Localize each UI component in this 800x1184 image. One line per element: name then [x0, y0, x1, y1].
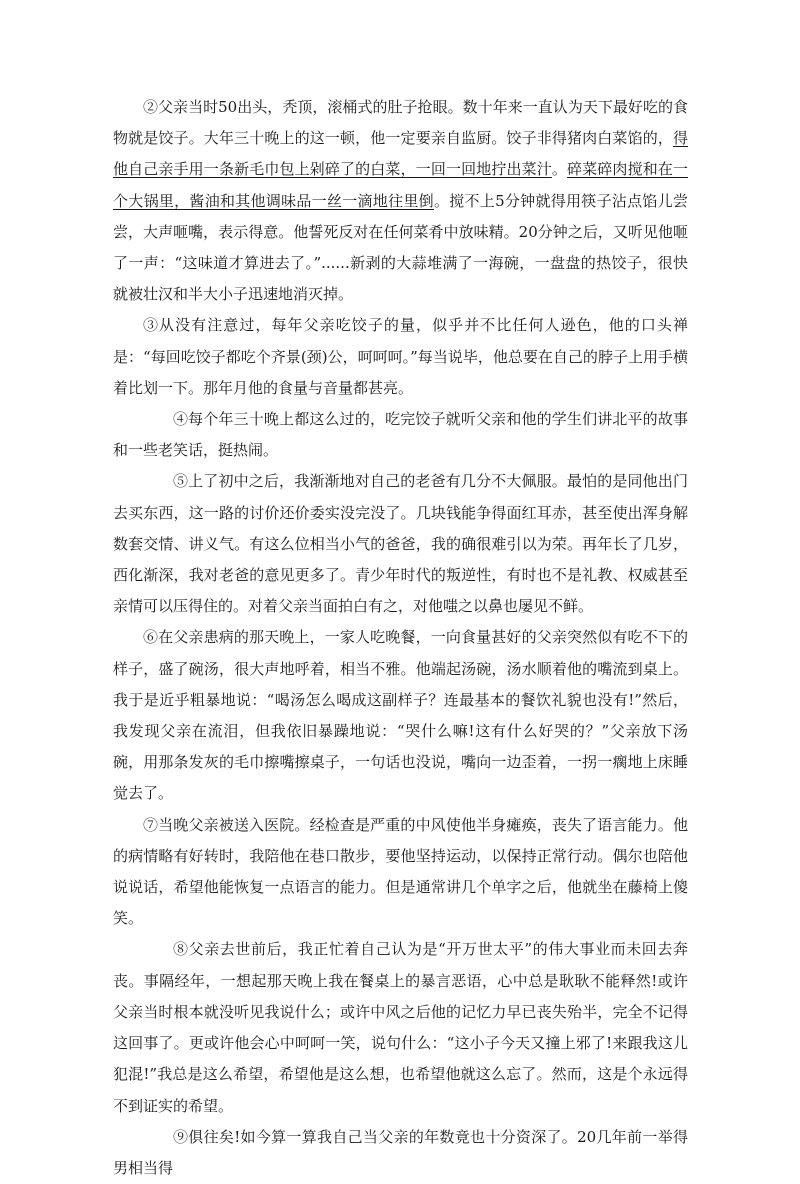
text-segment: ③从没有注意过，每年父亲吃饺子的量，似乎并不比任何人逊色，他的口头禅是：“每回吃饺子都吃个齐景(颈)公，呵呵呵。”每当说毕，他总要在自己的脖子上用手横着比划一下。那年月他的食量与音量都甚亮。: [113, 316, 688, 397]
text-segment: 。搅不上5分钟就得用筷子沾点馅儿尝尝，大声咂嘴，表示得意。他誓死反对在任何菜肴中放味精。20分钟之后，又听见他咂了一声：“这味道才算进去了。”......新剥的大蒜堆满了一海碗，一盘盘的热饺子，很快就被壮汉和半大小子迅速地消灭掉。: [113, 191, 688, 304]
text-segment: ⑥在父亲患病的那天晚上，一家人吃晚餐，一向食量甚好的父亲突然似有吃不下的样子，盛了碗汤，很大声地呼着，相当不雅。他端起汤碗，汤水顺着他的嘴流到桌上。我于是近乎粗暴地说：“喝汤怎么喝成这副样子？连最基本的餐饮礼貌也没有!”然后，我发现父亲在流泪，但我依旧暴躁地说：“哭什么嘛!这有什么好哭的？”父亲放下汤碗，用那条发灰的毛巾擦嘴擦桌子，一句话也没说，嘴向一边歪着，一拐一瘸地上床睡觉去了。: [113, 628, 688, 803]
text-segment: 。: [551, 160, 568, 179]
text-segment: ⑨俱往矣!如今算一算我自己当父亲的年数竟也十分资深了。20几年前一举得男相当得: [113, 1127, 688, 1177]
text-segment: ⑧父亲去世前后，我正忙着自己认为是“开万世太平”的伟大事业而未回去奔丧。事隔经年，一想起那天晚上我在餐桌上的暴言恶语，心中总是耿耿不能释然!或许父亲当时根本就没听见我说什么；或许中风之后他的记忆力早已丧失殆半，完全不记得这回事了。更或许他会心中呵呵一笑，说句什么：“这小子今天又撞上邪了!来跟我这儿犯混!”我总是这么希望，希望他是这么想，也希望他就这么忘了。然而，这是个永远得不到证实的希望。: [113, 940, 688, 1115]
text-segment: ⑦当晚父亲被送入医院。经检查是严重的中风使他半身瘫痪，丧失了语言能力。他的病情略有好转时，我陪他在巷口散步，要他坚持运动，以保持正常行动。偶尔也陪他说说话，希望他能恢复一点语言的能力。但是通常讲几个单字之后，他就坐在藤椅上傻笑。: [113, 815, 688, 928]
paragraph-2: [113, 92, 688, 310]
paragraph-7: [113, 810, 688, 935]
paragraph-6: [113, 622, 688, 809]
text-segment: ④每个年三十晚上都这么过的，吃完饺子就听父亲和他的学生们讲北平的故事和一些老笑话，挺热闹。: [113, 410, 688, 460]
paragraph-8: [113, 934, 688, 1121]
text-segment: ⑤上了初中之后，我渐渐地对自己的老爸有几分不大佩服。最怕的是同他出门去买东西，这一路的讨价还价委实没完没了。几块钱能争得面红耳赤，甚至使出浑身解数套交情、讲义气。有这么位相当小气的爸爸，我的确很难引以为荣。再年长了几岁，西化渐深，我对老爸的意见更多了。青少年时代的叛逆性，有时也不是礼教、权威甚至亲情可以压得住的。对着父亲当面拍白有之，对他嗤之以鼻也屡见不鲜。: [113, 472, 688, 616]
underlined-text: 碎菜碎肉搅和在一个大锅里，酱油和其他调味品一丝一滴地往里倒: [113, 160, 688, 210]
document-page: [113, 92, 688, 1184]
paragraph-4: [113, 404, 688, 466]
paragraph-3: [113, 310, 688, 404]
text-segment: ②父亲当时50出头，秃顶，滚桶式的肚子抢眼。数十年来一直认为天下最好吃的食物就是饺子。大年三十晚上的这一顿，他一定要亲自监厨。饺子非得猪肉白菜馅的，: [113, 98, 688, 148]
underlined-text: 得他自己亲手用一条新毛巾包上剁碎了的白菜，一回一回地拧出菜汁: [113, 129, 688, 179]
paragraph-9: [113, 1122, 688, 1184]
paragraph-5: [113, 466, 688, 622]
